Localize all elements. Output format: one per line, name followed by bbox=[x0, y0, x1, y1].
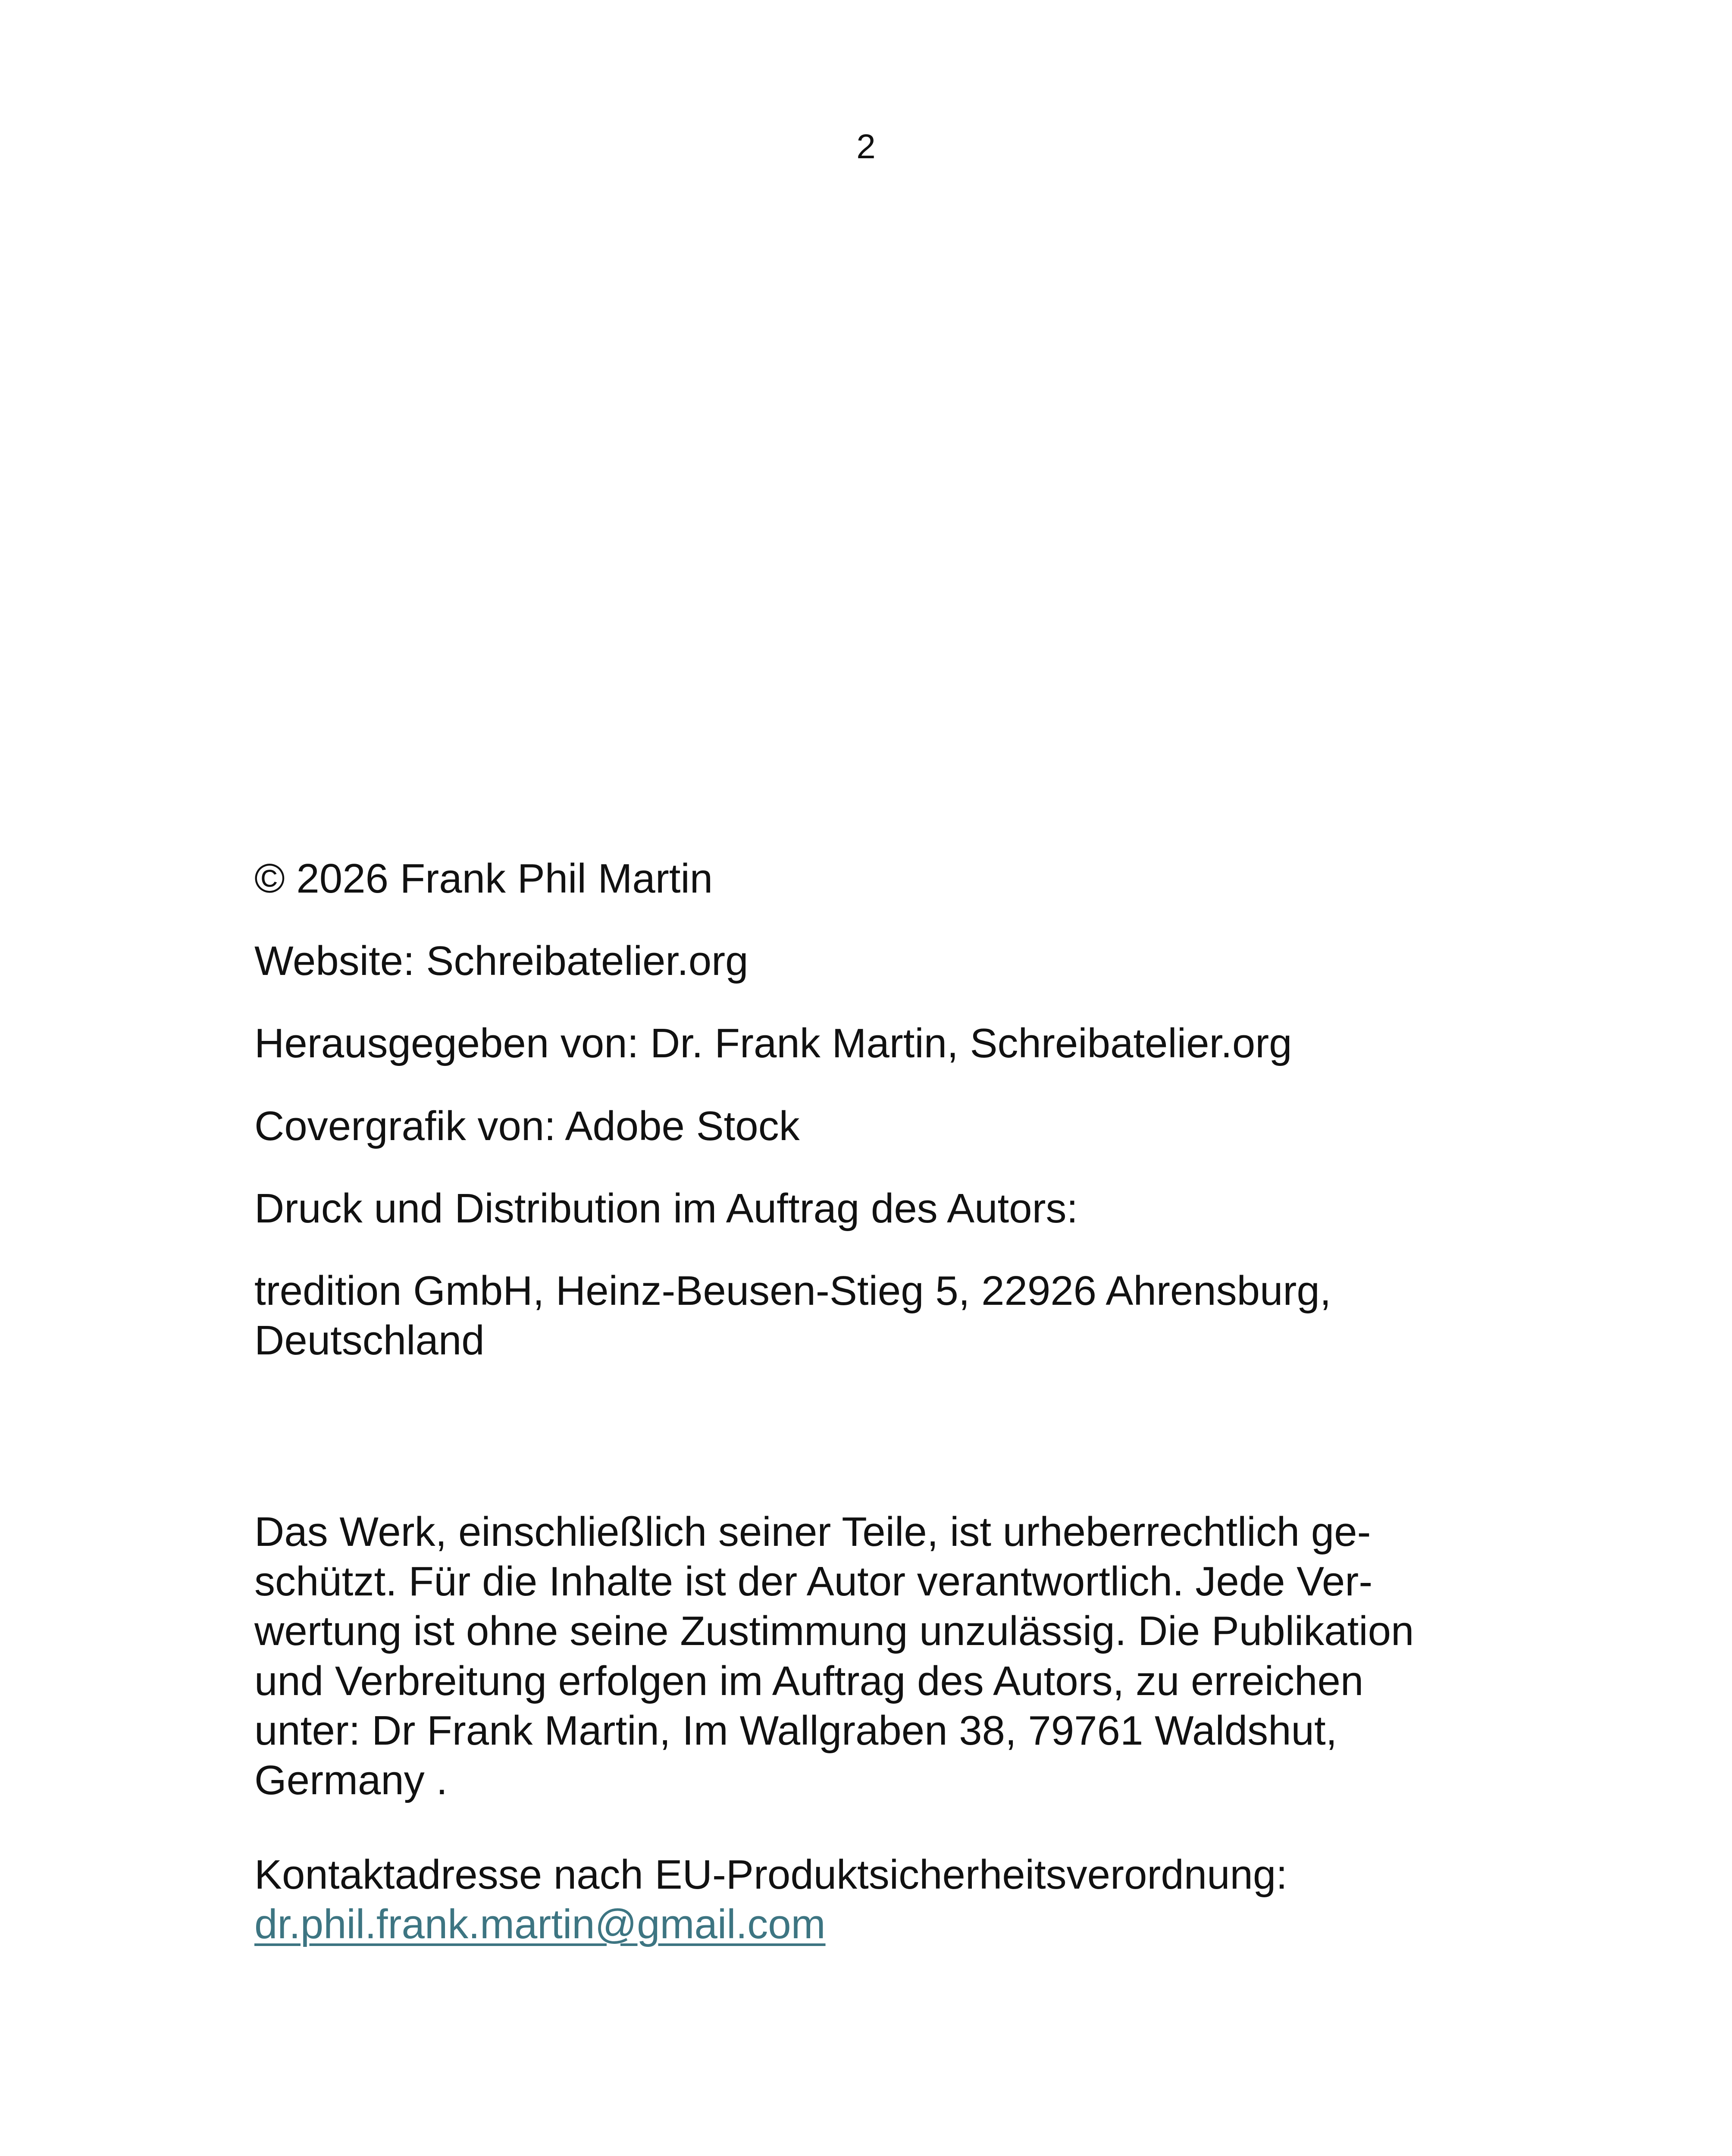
imprint-block bbox=[254, 854, 1505, 1365]
legal-line-3: wertung ist ohne seine Zustimmung unzulässig. Die Publikation bbox=[254, 1608, 1414, 1655]
contact-block bbox=[254, 1850, 1505, 1949]
legal-line-1: Das Werk, einschließlich seiner Teile, ist urheberrechtlich ge- bbox=[254, 1509, 1371, 1555]
email-link[interactable]: dr.phil.frank.martin@gmail.com bbox=[254, 1901, 826, 1948]
contact-label: Kontaktadresse nach EU-Produktsicherheitsverordnung: bbox=[254, 1852, 1287, 1898]
website-line: Website: Schreibatelier.org bbox=[254, 938, 749, 984]
legal-line-5: unter: Dr Frank Martin, Im Wallgraben 38, 79761 Waldshut, bbox=[254, 1707, 1337, 1754]
distributor-address-line-2: Deutschland bbox=[254, 1317, 485, 1364]
copyright-line: © 2026 Frank Phil Martin bbox=[254, 856, 713, 902]
publisher-line: Herausgegeben von: Dr. Frank Martin, Schreibatelier.org bbox=[254, 1020, 1292, 1067]
distribution-heading: Druck und Distribution im Auftrag des Autors: bbox=[254, 1185, 1078, 1232]
legal-line-6: Germany . bbox=[254, 1757, 448, 1803]
cover-credit-line: Covergrafik von: Adobe Stock bbox=[254, 1103, 800, 1149]
distributor-address bbox=[254, 1266, 1505, 1365]
page-number: 2 bbox=[856, 127, 876, 166]
legal-line-2: schützt. Für die Inhalte ist der Autor verantwortlich. Jede Ver- bbox=[254, 1558, 1373, 1605]
legal-line-4: und Verbreitung erfolgen im Auftrag des Autors, zu erreichen bbox=[254, 1658, 1364, 1704]
distributor-address-line-1: tredition GmbH, Heinz-Beusen-Stieg 5, 22926 Ahrensburg, bbox=[254, 1267, 1331, 1314]
contact-email-line bbox=[254, 1899, 1505, 1949]
legal-notice bbox=[254, 1507, 1488, 1805]
